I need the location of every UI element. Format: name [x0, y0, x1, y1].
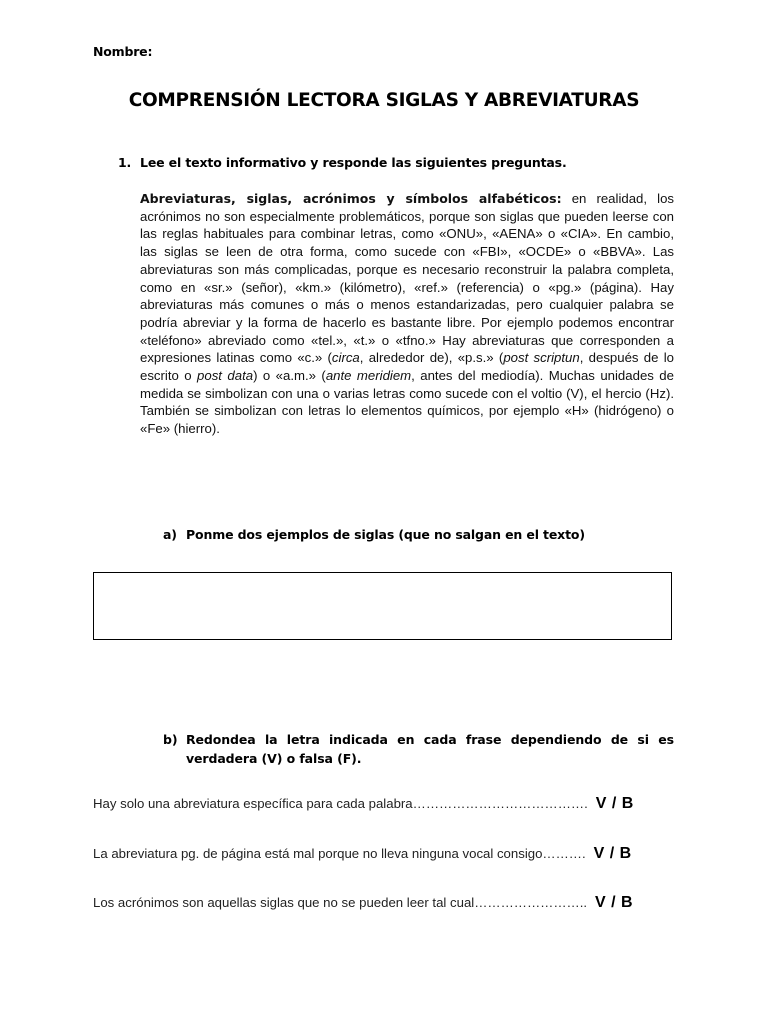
name-label: Nombre:	[93, 44, 153, 59]
statement-3-text: Los acrónimos son aquellas siglas que no se pueden leer tal cual……………………..	[93, 895, 588, 910]
passage-italic-ante-meridiem: ante meridiem	[325, 368, 412, 384]
statement-3	[93, 894, 633, 912]
question-b	[163, 730, 674, 766]
passage-text-3: , después de lo escrito o	[140, 350, 674, 384]
passage-text-2: , alrededor de), «p.s.» (	[359, 350, 504, 366]
question-a	[163, 527, 585, 542]
page-title: COMPRENSIÓN LECTORA SIGLAS Y ABREVIATURAS	[128, 90, 640, 111]
question-b-letter: b)	[163, 732, 178, 747]
statement-2-text: La abreviatura pg. de página está mal porque no lleva ninguna vocal consigo……….	[93, 846, 586, 861]
answer-box-a[interactable]	[93, 572, 672, 640]
passage-text-5: , antes del mediodía). Muchas unidades de medida se simbolizan con una o varias letras como sucede con el voltio (V), el hercio (Hz). También se simbolizan con letras lo elementos químicos, por ejemplo «H» (hidrógeno) o «Fe» (hierro).	[140, 368, 674, 437]
question-a-letter: a)	[163, 527, 177, 542]
statement-1-text: Hay solo una abreviatura específica para cada palabra………………………………….	[93, 796, 588, 811]
question-1-prompt: Lee el texto informativo y responde las siguientes preguntas.	[140, 155, 567, 170]
statement-2	[93, 845, 632, 863]
question-a-prompt: Ponme dos ejemplos de siglas (que no salgan en el texto)	[186, 527, 585, 542]
passage-italic-post-scriptun: post scriptun	[503, 350, 580, 366]
question-1	[118, 155, 567, 170]
passage-italic-circa: circa	[331, 350, 360, 366]
reading-passage	[140, 190, 674, 438]
statement-1	[93, 795, 634, 813]
passage-text-1: en realidad, los acrónimos no son especialmente problemáticos, porque son siglas que pueden leerse con las reglas habituales para combinar letras, como «ONU», «AENA» o «CIA». En cambio, las siglas se leen de otra forma, como sucede con «FBI», «OCDE» o «BBVA». Las abreviaturas son más complicadas, porque es necesario reconstruir la palabra completa, como en «sr.» (señor), «km.» (kilómetro), «ref.» (referencia) o «pg.» (página). Hay abreviaturas más comunes o más o menos estandarizadas, pero cualquier palabra se podría abreviar y la forma de hacerlo es bastante libre. Por ejemplo podemos encontrar «teléfono» abreviado como «tel.», «t.» o «tfno.» Hay abreviaturas que corresponden a expresiones latinas como «c.» (	[140, 191, 674, 366]
passage-text-4: ) o «a.m.» (	[253, 368, 326, 384]
passage-italic-post-data: post data	[197, 368, 254, 384]
statement-3-options[interactable]: V / B	[595, 894, 634, 911]
question-1-number: 1.	[118, 155, 132, 170]
statement-1-options[interactable]: V / B	[595, 795, 634, 812]
question-b-prompt: Redondea la letra indicada en cada frase dependiendo de si es verdadera (V) o falsa (F).	[186, 732, 674, 766]
passage-lead: Abreviaturas, siglas, acrónimos y símbolos alfabéticos:	[140, 191, 562, 206]
statement-2-options[interactable]: V / B	[593, 845, 632, 862]
